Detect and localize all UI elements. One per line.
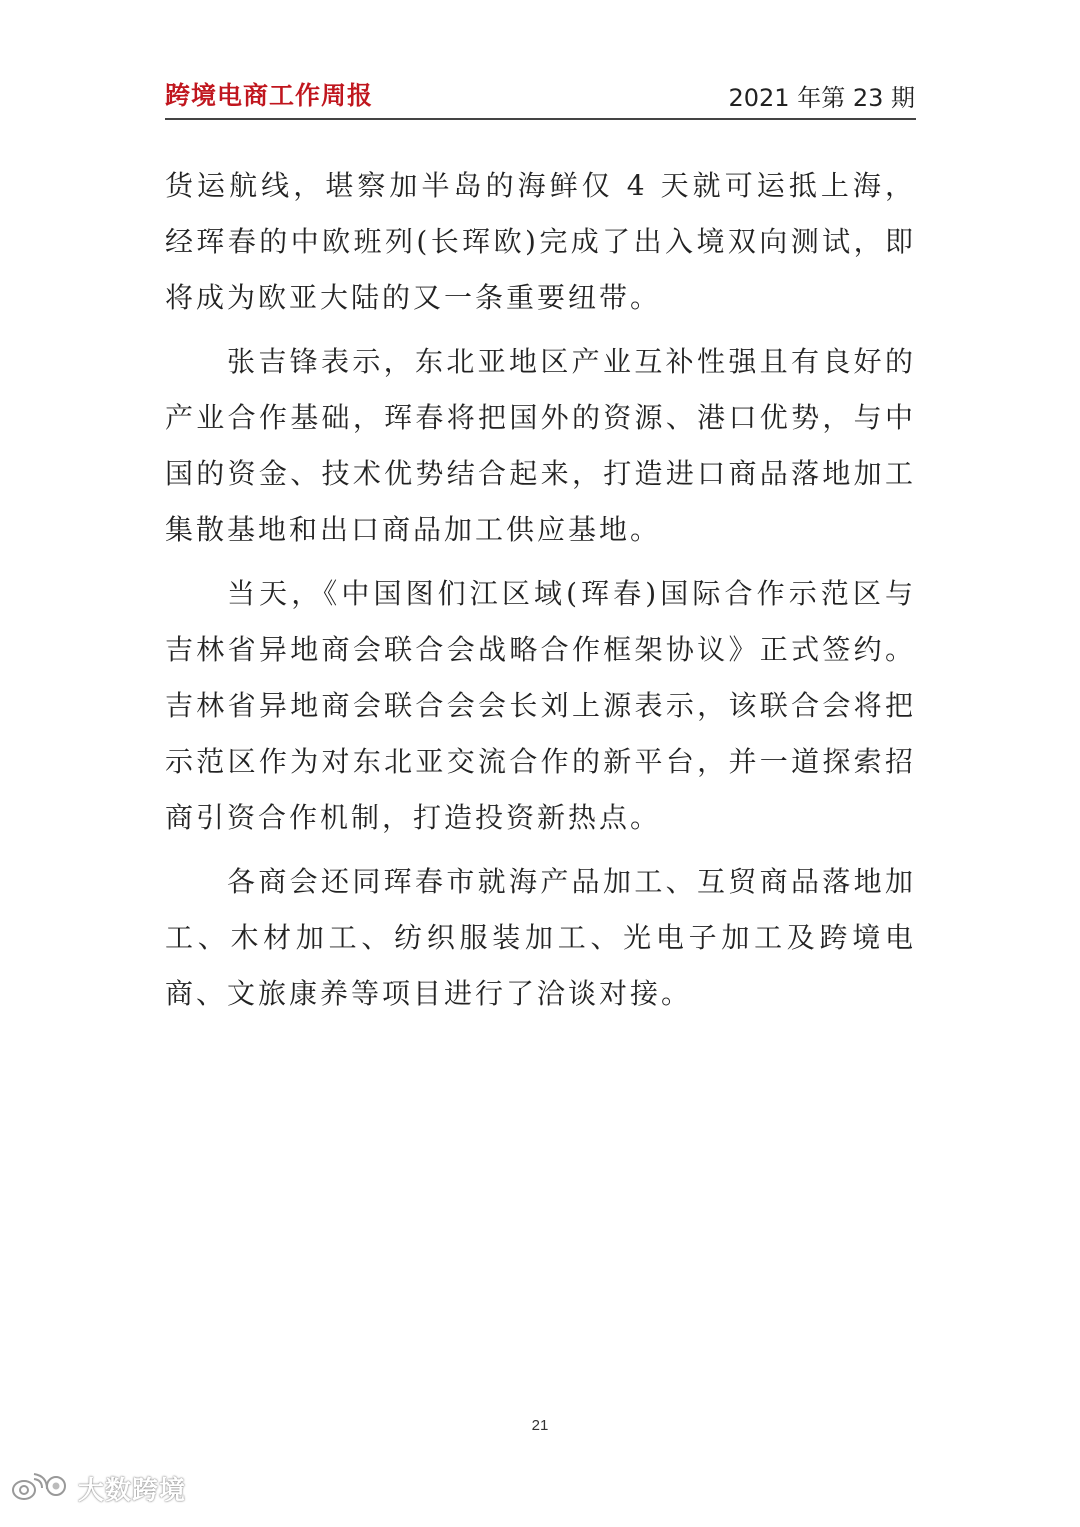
watermark-text: 大数跨境	[78, 1475, 187, 1506]
watermark	[10, 1468, 186, 1508]
paragraph-continued: 货运航线，堪察加半岛的海鲜仅 4 天就可运抵上海，经珲春的中欧班列(长珲欧)完成了出入境双向测试，即将成为欧亚大陆的又一条重要纽带。	[165, 169, 916, 314]
paragraph: 各商会还同珲春市就海产品加工、互贸商品落地加工、木材加工、纺织服装加工、光电子加工及跨境电商、文旅康养等项目进行了洽谈对接。	[165, 865, 916, 1010]
issue-number: 2021 年第 23 期	[728, 84, 915, 112]
article-body	[165, 158, 916, 1030]
paragraph: 张吉锋表示，东北亚地区产业互补性强且有良好的产业合作基础，珲春将把国外的资源、港口优势，与中国的资金、技术优势结合起来，打造进口商品落地加工集散基地和出口商品加工供应基地。	[165, 345, 916, 546]
report-title: 跨境电商工作周报	[165, 81, 374, 110]
page-number: 21	[531, 1417, 549, 1434]
paragraph: 当天，《中国图们江区域(珲春)国际合作示范区与吉林省异地商会联合会战略合作框架协议》正式签约。吉林省异地商会联合会会长刘上源表示，该联合会将把示范区作为对东北亚交流合作的新平台，并一道探索招商引资合作机制，打造投资新热点。	[165, 577, 916, 834]
weibo-logo-icon	[10, 1470, 72, 1506]
header-divider	[165, 118, 916, 120]
